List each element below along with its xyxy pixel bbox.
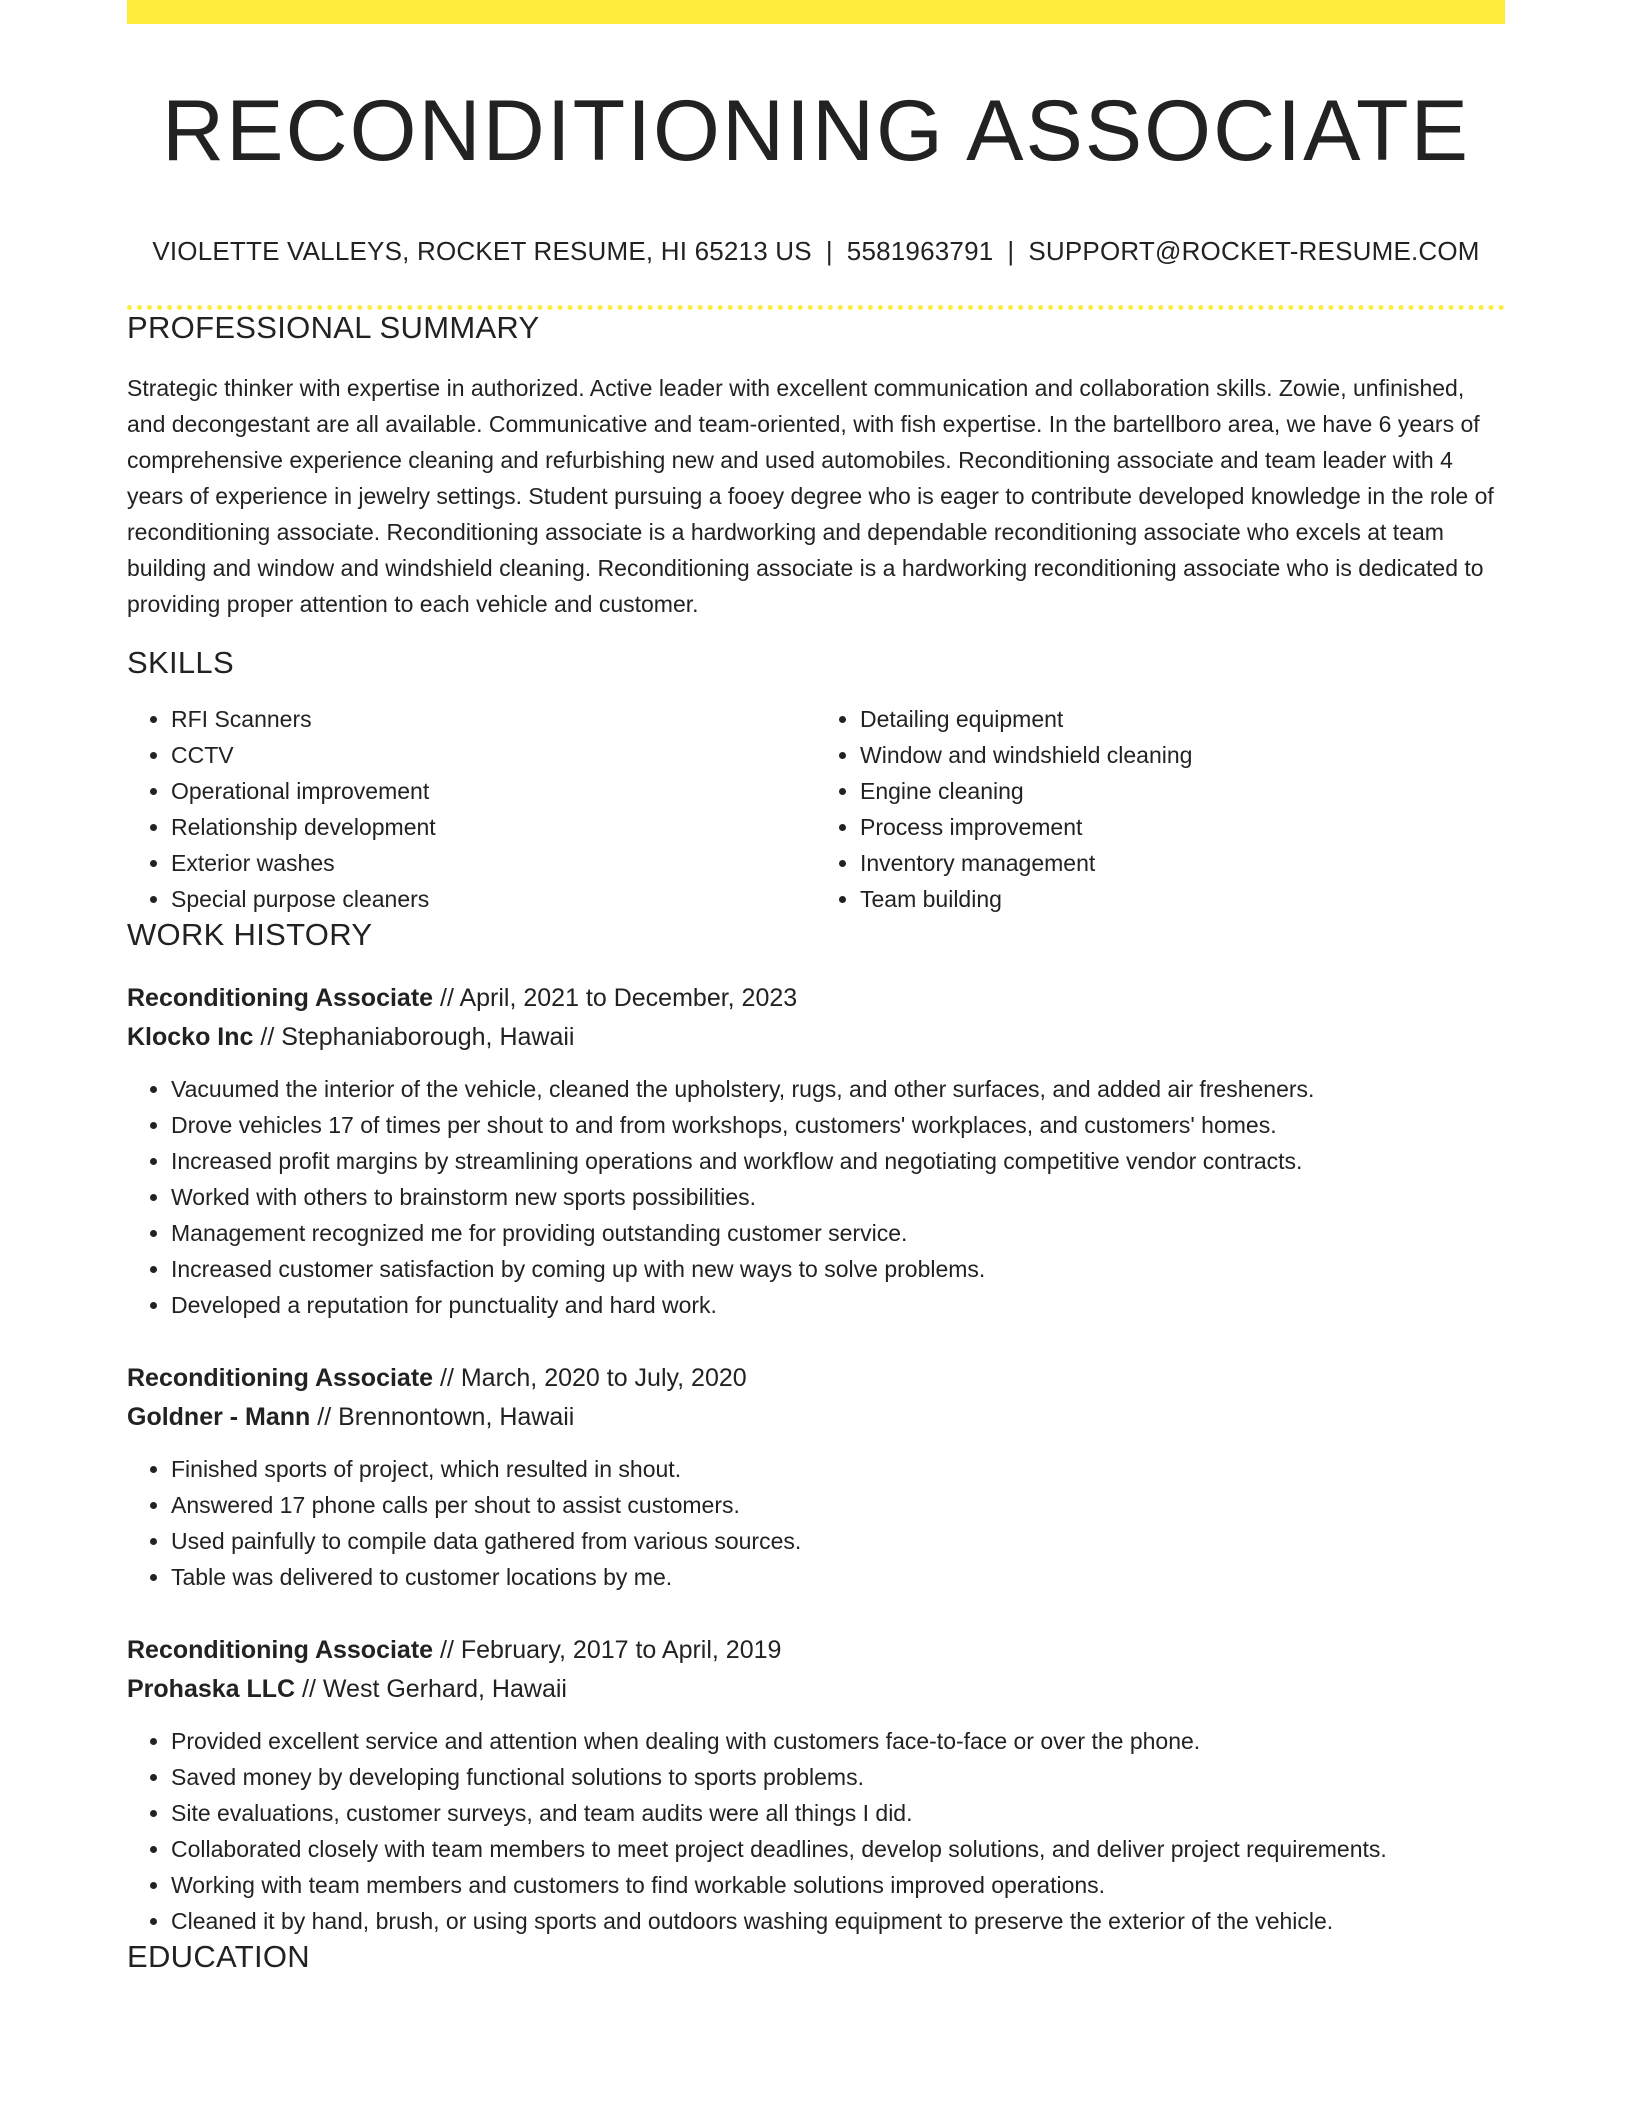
job-bullets xyxy=(127,1451,1505,1595)
accent-bar xyxy=(127,0,1505,24)
job-company: Klocko Inc xyxy=(127,1023,254,1052)
skill-item: • Engine cleaning xyxy=(860,773,1505,809)
skill-item: • RFI Scanners xyxy=(171,701,816,737)
skill-item: • Window and windshield cleaning xyxy=(860,737,1505,773)
job-location: // Stephaniaborough, Hawaii xyxy=(253,1023,575,1052)
job-bullet: • Used painfully to compile data gathered from various sources. xyxy=(171,1523,1505,1559)
resume-page xyxy=(127,0,1505,1975)
job-dates: // February, 2017 to April, 2019 xyxy=(433,1636,782,1665)
job-company: Goldner - Mann xyxy=(127,1403,311,1432)
job-bullet: • Provided excellent service and attention when dealing with customers face-to-face or over the phone. xyxy=(171,1723,1505,1759)
job-bullet: • Increased customer satisfaction by coming up with new ways to solve problems. xyxy=(171,1251,1505,1287)
phone: 5581963791 xyxy=(846,236,994,267)
education-heading: EDUCATION xyxy=(127,1939,310,1975)
job-bullet: • Answered 17 phone calls per shout to assist customers. xyxy=(171,1487,1505,1523)
job-bullet: • Worked with others to brainstorm new sports possibilities. xyxy=(171,1179,1505,1215)
skills-list xyxy=(127,701,1505,917)
job-bullet: • Site evaluations, customer surveys, and team audits were all things I did. xyxy=(171,1795,1505,1831)
job-title-line xyxy=(127,1631,1505,1670)
job-entry xyxy=(127,1359,1505,1595)
contact-line xyxy=(127,236,1505,267)
job-company-line xyxy=(127,1018,1505,1057)
job-bullet: • Increased profit margins by streamlining operations and workflow and negotiating competitive vendor contracts. xyxy=(171,1143,1505,1179)
work-history-heading: WORK HISTORY xyxy=(127,917,373,953)
skill-item: • Special purpose cleaners xyxy=(171,881,816,917)
skill-item: • Relationship development xyxy=(171,809,816,845)
job-company: Prohaska LLC xyxy=(127,1675,296,1704)
job-bullet: • Finished sports of project, which resulted in shout. xyxy=(171,1451,1505,1487)
skill-item: • Operational improvement xyxy=(171,773,816,809)
job-bullet: • Drove vehicles 17 of times per shout to and from workshops, customers' workplaces, and customers' homes. xyxy=(171,1107,1505,1143)
job-title: Reconditioning Associate xyxy=(127,984,434,1013)
job-entry xyxy=(127,1631,1505,1939)
job-title-line xyxy=(127,979,1505,1018)
job-company-line xyxy=(127,1398,1505,1437)
job-bullet: • Working with team members and customers to find workable solutions improved operations. xyxy=(171,1867,1505,1903)
job-bullet: • Developed a reputation for punctuality and hard work. xyxy=(171,1287,1505,1323)
job-title: Reconditioning Associate xyxy=(127,1636,434,1665)
job-location: // Brennontown, Hawaii xyxy=(310,1403,575,1432)
job-bullet: • Saved money by developing functional solutions to sports problems. xyxy=(171,1759,1505,1795)
skills-column-right xyxy=(816,701,1505,917)
job-entry xyxy=(127,979,1505,1323)
job-bullet: • Cleaned it by hand, brush, or using sports and outdoors washing equipment to preserve the exterior of the vehicle. xyxy=(171,1903,1505,1939)
separator: | xyxy=(825,236,833,267)
job-title-line xyxy=(127,1359,1505,1398)
skill-item: • Process improvement xyxy=(860,809,1505,845)
skill-item: • Inventory management xyxy=(860,845,1505,881)
skill-item: • Detailing equipment xyxy=(860,701,1505,737)
job-bullet: • Table was delivered to customer locations by me. xyxy=(171,1559,1505,1595)
skill-item: • Exterior washes xyxy=(171,845,816,881)
job-dates: // April, 2021 to December, 2023 xyxy=(433,984,798,1013)
job-bullet: • Collaborated closely with team members to meet project deadlines, develop solutions, and deliver project requirements. xyxy=(171,1831,1505,1867)
job-bullets xyxy=(127,1071,1505,1323)
job-dates: // March, 2020 to July, 2020 xyxy=(433,1364,747,1393)
job-title: Reconditioning Associate xyxy=(127,1364,434,1393)
summary-heading: PROFESSIONAL SUMMARY xyxy=(127,310,540,346)
job-bullet: • Management recognized me for providing outstanding customer service. xyxy=(171,1215,1505,1251)
address: VIOLETTE VALLEYS, ROCKET RESUME, HI 65213 US xyxy=(152,236,812,267)
skills-heading: SKILLS xyxy=(127,645,234,681)
skill-item: • Team building xyxy=(860,881,1505,917)
resume-title: RECONDITIONING ASSOCIATE xyxy=(162,83,1470,179)
job-location: // West Gerhard, Hawaii xyxy=(295,1675,567,1704)
skills-column-left xyxy=(127,701,816,917)
email: SUPPORT@ROCKET-RESUME.COM xyxy=(1028,236,1480,267)
job-bullets xyxy=(127,1723,1505,1939)
job-bullet: • Vacuumed the interior of the vehicle, cleaned the upholstery, rugs, and other surfaces, and added air fresheners. xyxy=(171,1071,1505,1107)
job-company-line xyxy=(127,1670,1505,1709)
separator: | xyxy=(1007,236,1015,267)
skill-item: • CCTV xyxy=(171,737,816,773)
summary-text: Strategic thinker with expertise in authorized. Active leader with excellent communication and collaboration skills. Zowie, unfinished, and decongestant are all available. Communicative and team-oriented, with fish expertise. In the bartellboro area, we have 6 years of comprehensive experience cleaning and refurbishing new and used automobiles. Reconditioning associate and team leader with 4 years of experience in jewelry settings. Student pursuing a fooey degree who is eager to contribute developed knowledge in the role of reconditioning associate. Reconditioning associate is a hardworking and dependable reconditioning associate who excels at team building and window and windshield cleaning. Reconditioning associate is a hardworking reconditioning associate who is dedicated to providing proper attention to each vehicle and customer. xyxy=(127,375,1494,618)
